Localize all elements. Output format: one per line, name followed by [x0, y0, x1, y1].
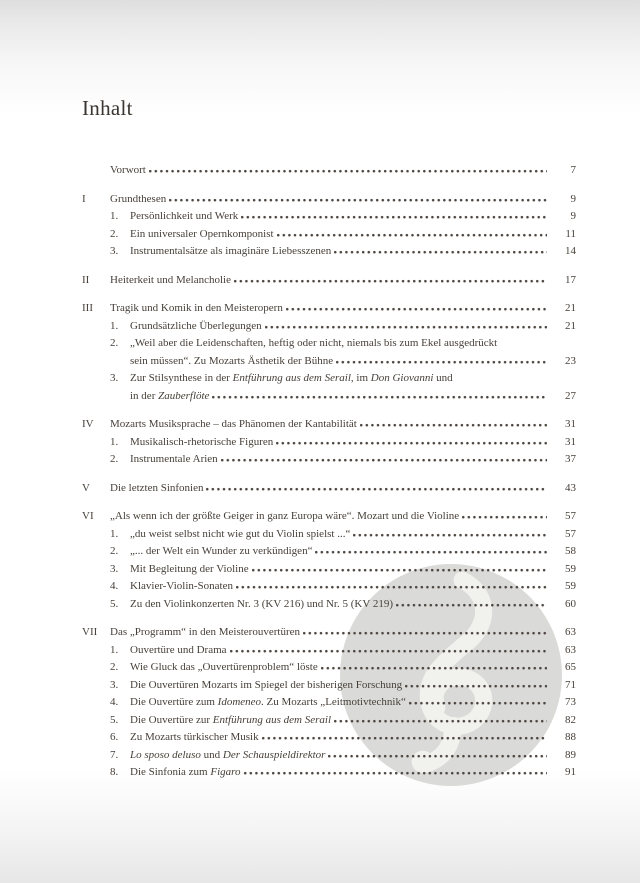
entry-number: 8.	[110, 766, 119, 778]
entry-title	[110, 416, 357, 434]
italic-work-title: Idomeneo	[217, 696, 262, 708]
entry-number: 1.	[110, 319, 119, 332]
page-number: 21	[565, 302, 576, 314]
dot-leader	[336, 355, 547, 364]
italic-work-title: Don Giovanni	[370, 372, 434, 384]
entry-number: 5.	[110, 597, 119, 610]
toc-entry-line	[82, 388, 576, 406]
title-text: Vorwort	[110, 164, 146, 176]
entry-title	[130, 729, 259, 747]
entry-number: 6.	[110, 731, 119, 743]
entry-title	[130, 764, 241, 782]
dot-leader	[409, 696, 547, 705]
entry-title	[130, 208, 238, 226]
italic-work-title: Entführung aus dem Serail	[232, 372, 351, 384]
entry-number: I	[82, 192, 86, 205]
entry-title	[130, 561, 249, 579]
title-text: , im	[350, 372, 371, 384]
page-number: 82	[565, 713, 576, 726]
page-number: 11	[565, 227, 576, 240]
toc-entry-line	[82, 370, 576, 388]
toc-entry-line	[82, 162, 576, 180]
dot-leader	[360, 418, 547, 427]
entry-title	[130, 677, 402, 695]
title-text: Klavier-Violin-Sonaten	[130, 580, 233, 592]
entry-number: 1.	[110, 527, 119, 540]
toc-entry-line	[82, 747, 576, 765]
page-number: 14	[565, 245, 576, 257]
entry-number: 5.	[110, 713, 119, 726]
title-text: Zu Mozarts türkischer Musik	[130, 731, 259, 743]
title-text: Mozarts Musiksprache – das Phänomen der Kantabilität	[110, 418, 357, 430]
entry-title	[130, 434, 273, 452]
title-text: Tragik und Komik in den Meisteropern	[110, 302, 283, 314]
toc-entry-line	[82, 480, 576, 498]
entry-title	[130, 747, 325, 765]
dot-leader	[241, 210, 547, 219]
entry-title	[130, 659, 318, 677]
page-number: 60	[565, 597, 576, 610]
toc-entry-line	[82, 596, 576, 614]
entry-title	[130, 370, 453, 388]
entry-number: III	[82, 302, 93, 314]
page-number: 59	[565, 580, 576, 592]
toc-entry-line	[82, 243, 576, 261]
page-number: 27	[565, 389, 576, 402]
page-number: 63	[565, 643, 576, 656]
entry-title	[130, 335, 497, 353]
entry-title	[130, 451, 218, 469]
page-number: 63	[565, 626, 576, 638]
entry-title	[130, 526, 350, 544]
page-number: 65	[565, 661, 576, 673]
entry-number: VI	[82, 510, 94, 522]
page-number: 17	[565, 273, 576, 286]
entry-number: IV	[82, 418, 94, 430]
toc-entry-line	[82, 543, 576, 561]
title-text: Mit Begleitung der Violine	[130, 562, 249, 575]
title-text: Die letzten Sinfonien	[110, 481, 204, 494]
dot-leader	[234, 274, 547, 283]
dot-leader	[462, 510, 547, 519]
page-number: 9	[570, 192, 576, 205]
entry-number: 2.	[110, 337, 119, 349]
toc-entry-line	[82, 578, 576, 596]
title-text: „... der Welt ein Wunder zu verkündigen“	[130, 545, 313, 557]
entry-number: 1.	[110, 435, 119, 448]
page-title: Inhalt	[82, 96, 133, 120]
entry-title	[130, 596, 393, 614]
toc-entry-line	[82, 451, 576, 469]
page-number: 71	[565, 678, 576, 691]
toc-entry-line	[82, 729, 576, 747]
title-text: Ein universaler Opernkomponist	[130, 227, 274, 240]
dot-leader	[334, 714, 547, 723]
italic-work-title: Der Schauspieldirektor	[222, 748, 326, 761]
page-number: 91	[565, 766, 576, 778]
italic-work-title: Zauberflöte	[158, 389, 210, 402]
italic-work-title: Lo sposo deluso	[130, 748, 201, 761]
entry-title	[130, 226, 274, 244]
dot-leader	[169, 193, 547, 202]
entry-title	[110, 300, 283, 318]
page-number: 7	[570, 164, 576, 176]
page-number: 43	[565, 481, 576, 494]
entry-number: 1.	[110, 210, 119, 222]
dot-leader	[265, 320, 547, 329]
title-text: Zur Stilsynthese in der	[130, 372, 233, 384]
title-text: Grundsätzliche Überlegungen	[130, 319, 262, 332]
page-number: 31	[565, 418, 576, 430]
page-number: 31	[565, 435, 576, 448]
entry-number: 1.	[110, 643, 119, 656]
dot-leader	[206, 482, 547, 491]
dot-leader	[230, 644, 547, 653]
entry-number: 3.	[110, 678, 119, 691]
dot-leader	[149, 164, 547, 173]
dot-leader	[405, 679, 547, 688]
dot-leader	[221, 453, 547, 462]
entry-title	[110, 480, 203, 498]
title-text: Instrumentale Arien	[130, 453, 218, 465]
title-text: Die Sinfonia zum	[130, 766, 211, 778]
title-text: und	[200, 748, 223, 761]
dot-leader	[328, 749, 547, 758]
title-text: und	[433, 372, 453, 384]
toc-entry-line	[82, 526, 576, 544]
toc-entry-line	[82, 677, 576, 695]
entry-number: II	[82, 273, 90, 286]
page-number: 89	[565, 748, 576, 761]
page-number: 73	[565, 696, 576, 708]
entry-title	[130, 243, 331, 261]
italic-work-title: Figaro	[210, 766, 241, 778]
page-number: 23	[565, 354, 576, 367]
toc-entry-line	[82, 353, 576, 371]
entry-title	[110, 162, 146, 180]
dot-leader	[236, 580, 547, 589]
title-text: Persönlichkeit und Werk	[130, 210, 239, 222]
toc-entry-line	[82, 300, 576, 318]
title-text: Zu den Violinkonzerten Nr. 3 (KV 216) und Nr. 5 (KV 219)	[130, 597, 394, 610]
page-number: 59	[565, 562, 576, 575]
dot-leader	[396, 598, 547, 607]
title-text: in der	[130, 389, 159, 402]
entry-title	[110, 191, 166, 209]
dot-leader	[321, 661, 547, 670]
toc-entry-line	[82, 712, 576, 730]
title-text: Musikalisch-rhetorische Figuren	[130, 435, 274, 448]
entry-number: 4.	[110, 580, 119, 592]
dot-leader	[262, 731, 547, 740]
entry-title	[130, 578, 233, 596]
entry-title	[130, 642, 227, 660]
title-text: „Weil aber die Leidenschaften, heftig oder nicht, niemals bis zum Ekel ausgedrückt	[130, 337, 498, 349]
entry-number: 3.	[110, 372, 119, 384]
page-number: 21	[565, 319, 576, 332]
page-number: 57	[565, 510, 576, 522]
page-number: 58	[565, 545, 576, 557]
entry-number: 2.	[110, 545, 119, 557]
dot-leader	[315, 545, 547, 554]
dot-leader	[277, 228, 547, 237]
dot-leader	[334, 245, 547, 254]
dot-leader	[252, 563, 547, 572]
entry-title	[130, 353, 333, 371]
title-text: sein müssen“. Zu Mozarts Ästhetik der Bühne	[130, 354, 334, 367]
entry-title	[110, 508, 459, 526]
entry-title	[130, 388, 209, 406]
toc-entry-line	[82, 335, 576, 353]
entry-number: 7.	[110, 748, 119, 761]
toc-entry-line	[82, 694, 576, 712]
title-text: Heiterkeit und Melancholie	[110, 273, 231, 286]
entry-number: VII	[82, 626, 98, 638]
title-text: Wie Gluck das „Ouvertürenproblem“ löste	[130, 661, 318, 673]
title-text: Instrumentalsätze als imaginäre Liebesszenen	[130, 245, 332, 257]
toc-entry-line	[82, 434, 576, 452]
entry-number: 4.	[110, 696, 119, 708]
entry-title	[130, 543, 312, 561]
page-number: 37	[565, 453, 576, 465]
dot-leader	[276, 436, 547, 445]
dot-leader	[286, 302, 547, 311]
entry-title	[110, 624, 300, 642]
toc-entry-line	[82, 208, 576, 226]
title-text: Grundthesen	[110, 192, 167, 205]
toc-list	[82, 151, 576, 782]
title-text: Die Ouvertüre zum	[130, 696, 218, 708]
toc-entry-line	[82, 191, 576, 209]
page-number: 88	[565, 731, 576, 743]
title-text: Die Ouvertüren Mozarts im Spiegel der bisherigen Forschung	[130, 678, 403, 691]
dot-leader	[244, 766, 547, 775]
title-text: „du weist selbst nicht wie gut du Violin spielst ...“	[130, 527, 351, 540]
toc-entry-line	[82, 226, 576, 244]
toc-entry-line	[82, 764, 576, 782]
title-text: Ouvertüre und Drama	[130, 643, 227, 656]
entry-title	[110, 272, 231, 290]
toc-entry-line	[82, 416, 576, 434]
title-text: „Als wenn ich der größte Geiger in ganz Europa wäre“. Mozart und die Violine	[110, 510, 460, 522]
entry-number: 3.	[110, 562, 119, 575]
italic-work-title: Entführung aus dem Serail	[212, 713, 332, 726]
toc-entry-line	[82, 318, 576, 336]
entry-title	[130, 318, 262, 336]
page-number: 57	[565, 527, 576, 540]
toc-entry-line	[82, 624, 576, 642]
entry-title	[130, 712, 331, 730]
toc-entry-line	[82, 272, 576, 290]
dot-leader	[212, 390, 547, 399]
toc-entry-line	[82, 642, 576, 660]
entry-number: 2.	[110, 227, 119, 240]
page-number: 9	[570, 210, 576, 222]
title-text: . Zu Mozarts „Leitmotivtechnik“	[261, 696, 406, 708]
entry-number: 2.	[110, 661, 119, 673]
title-text: Das „Programm“ in den Meisterouvertüren	[110, 626, 300, 638]
entry-number: 2.	[110, 453, 119, 465]
entry-number: V	[82, 481, 90, 494]
dot-leader	[353, 528, 547, 537]
entry-number: 3.	[110, 245, 119, 257]
toc-entry-line	[82, 508, 576, 526]
title-text: Die Ouvertüre zur	[130, 713, 213, 726]
dot-leader	[303, 626, 547, 635]
toc-entry-line	[82, 561, 576, 579]
entry-title	[130, 694, 406, 712]
toc-entry-line	[82, 659, 576, 677]
